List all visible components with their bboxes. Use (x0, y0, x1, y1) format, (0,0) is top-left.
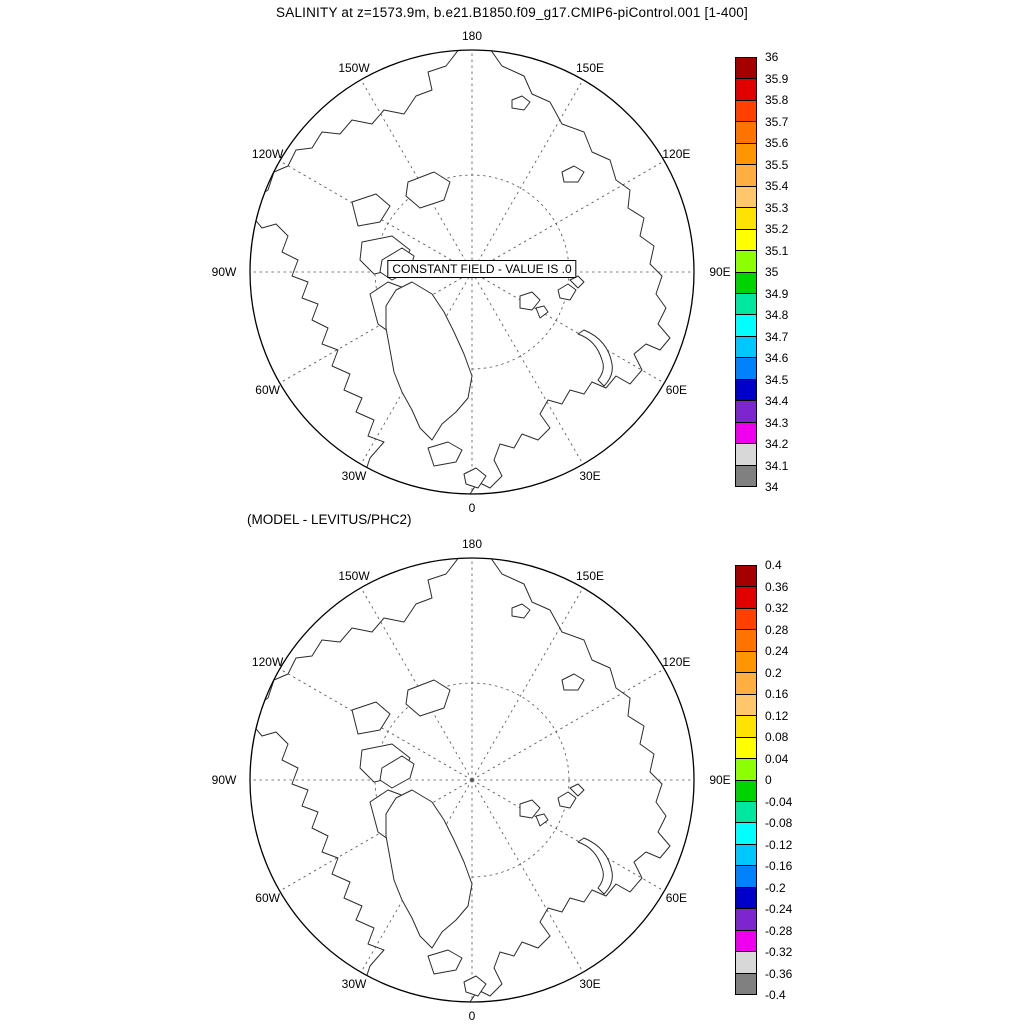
colorbar-tick-label: 35.3 (765, 200, 789, 215)
colorbar-tick-label: 0 (765, 773, 772, 787)
meridian-label-30E: 30E (579, 977, 601, 992)
colorbar-tick-label: 34.7 (765, 329, 789, 344)
polar-map-bottom (212, 520, 732, 1024)
colorbar-tick-label: 35.1 (765, 243, 789, 258)
difference-map-panel (212, 520, 732, 1024)
colorbar-tick-label: 0.4 (765, 558, 782, 572)
colorbar-segment (736, 444, 756, 465)
colorbar-tick-label: 35 (765, 265, 779, 279)
colorbar-segment (736, 566, 756, 587)
colorbar-tick-label: 0.12 (765, 708, 789, 723)
colorbar-segment (736, 79, 756, 100)
meridian-label-150W: 150W (338, 568, 370, 583)
meridian-label-30W: 30W (341, 469, 367, 484)
colorbar-tick-label: 0.32 (765, 601, 789, 615)
colorbar-segment (736, 738, 756, 759)
meridian-label-180: 180 (461, 537, 483, 551)
colorbar-segment (736, 716, 756, 737)
colorbar-tick-label: -0.28 (765, 923, 793, 938)
colorbar-segment (736, 337, 756, 358)
colorbar-segment (736, 630, 756, 651)
colorbar-tick-label: 34.2 (765, 437, 789, 451)
colorbar-tick-labels (765, 50, 815, 494)
colorbar-segment (736, 652, 756, 673)
colorbar-segment (736, 909, 756, 930)
colorbar-segment (736, 695, 756, 716)
colorbar-segment (736, 802, 756, 823)
colorbar-tick-label: 34.3 (765, 415, 789, 430)
colorbar-tick-label: 34.5 (765, 372, 789, 387)
colorbar-segment (736, 273, 756, 294)
colorbar-tick-label: 36 (765, 50, 779, 64)
meridian-label-60W: 60W (255, 891, 280, 905)
colorbar-tick-label: 35.6 (765, 136, 789, 150)
colorbar-segment (736, 952, 756, 973)
meridian-label-0: 0 (468, 1009, 476, 1023)
colorbar-tick-label: 35.9 (765, 71, 789, 86)
colorbar-segment (736, 380, 756, 401)
colorbar-tick-label: 35.7 (765, 114, 789, 129)
colorbar-segment (736, 58, 756, 79)
meridian-label-180: 180 (461, 29, 483, 43)
figure-title: SALINITY at z=1573.9m, b.e21.B1850.f09_g17.CMIP6-piControl.001 [1-400] (276, 5, 748, 20)
colorbar-tick-label: 0.24 (765, 644, 789, 658)
colorbar-segment (736, 587, 756, 608)
colorbar-tick-label: -0.08 (765, 816, 793, 830)
salinity-colorbar (735, 50, 789, 494)
meridian-label-150W: 150W (338, 60, 370, 75)
colorbar-segment (736, 251, 756, 272)
colorbar-tick-label: -0.32 (765, 945, 793, 959)
colorbar-tick-label: 0.36 (765, 579, 789, 594)
colorbar-segment (736, 974, 756, 994)
colorbar-tick-label: -0.24 (765, 902, 793, 916)
colorbar-segment (736, 230, 756, 251)
colorbar-tick-label: 35.5 (765, 157, 789, 172)
colorbar-tick-label: -0.4 (765, 988, 786, 1002)
colorbar-tick-label: 34.9 (765, 286, 789, 301)
colorbar-segment (736, 845, 756, 866)
meridian-label-120E: 120E (662, 655, 691, 669)
colorbar-tick-label: 35.4 (765, 179, 789, 193)
colorbar-tick-label: -0.36 (765, 966, 793, 981)
meridian-label-60E: 60E (665, 891, 688, 905)
colorbar-segment (736, 187, 756, 208)
colorbar-tick-label: 34.6 (765, 351, 789, 365)
meridian-label-30E: 30E (579, 469, 601, 484)
meridian-label-0: 0 (468, 501, 476, 515)
colorbar-tick-label: 0.2 (765, 665, 782, 680)
colorbar-segment (736, 888, 756, 909)
colorbar-tick-label: -0.16 (765, 859, 793, 873)
colorbar-tick-labels (765, 558, 815, 1002)
meridian-label-90W: 90W (211, 773, 237, 787)
colorbar-swatches (735, 57, 757, 487)
colorbar-tick-label: 0.08 (765, 730, 789, 744)
colorbar-segment (736, 208, 756, 229)
colorbar-segment (736, 866, 756, 887)
colorbar-segment (736, 401, 756, 422)
colorbar-tick-label: 0.04 (765, 751, 789, 766)
meridian-label-90W: 90W (211, 265, 237, 279)
colorbar-segment (736, 609, 756, 630)
colorbar-segment (736, 673, 756, 694)
colorbar-tick-label: -0.2 (765, 880, 786, 895)
colorbar-segment (736, 823, 756, 844)
colorbar-segment (736, 144, 756, 165)
meridian-label-90E: 90E (709, 265, 731, 279)
salinity-map-panel (212, 12, 732, 532)
meridian-label-30W: 30W (341, 977, 367, 992)
meridian-label-150E: 150E (575, 60, 605, 75)
colorbar-tick-label: 34.8 (765, 308, 789, 322)
meridian-label-150E: 150E (575, 568, 605, 583)
meridian-label-120W: 120W (251, 147, 284, 161)
colorbar-segment (736, 101, 756, 122)
colorbar-tick-label: 34.4 (765, 394, 789, 408)
colorbar-segment (736, 931, 756, 952)
colorbar-tick-label: 35.2 (765, 222, 789, 236)
colorbar-tick-label: 34.1 (765, 458, 789, 473)
meridian-label-120W: 120W (251, 655, 284, 669)
colorbar-tick-label: -0.04 (765, 794, 793, 809)
colorbar-segment (736, 165, 756, 186)
meridian-label-90E: 90E (709, 773, 731, 787)
colorbar-tick-label: 35.8 (765, 93, 789, 107)
colorbar-swatches (735, 565, 757, 995)
colorbar-segment (736, 358, 756, 379)
colorbar-tick-label: 0.16 (765, 687, 789, 701)
colorbar-segment (736, 423, 756, 444)
meridian-label-60E: 60E (665, 383, 688, 397)
colorbar-segment (736, 122, 756, 143)
colorbar-segment (736, 781, 756, 802)
constant-field-label: CONSTANT FIELD - VALUE IS .0 (387, 260, 576, 278)
meridian-label-120E: 120E (662, 147, 691, 161)
colorbar-tick-label: 34 (765, 480, 779, 494)
colorbar-tick-label: -0.12 (765, 837, 793, 852)
meridian-label-60W: 60W (255, 383, 280, 397)
difference-panel-title: (MODEL - LEVITUS/PHC2) (247, 512, 412, 527)
colorbar-segment (736, 294, 756, 315)
colorbar-segment (736, 759, 756, 780)
difference-colorbar (735, 558, 793, 1002)
colorbar-tick-label: 0.28 (765, 622, 789, 637)
colorbar-segment (736, 315, 756, 336)
colorbar-segment (736, 466, 756, 486)
